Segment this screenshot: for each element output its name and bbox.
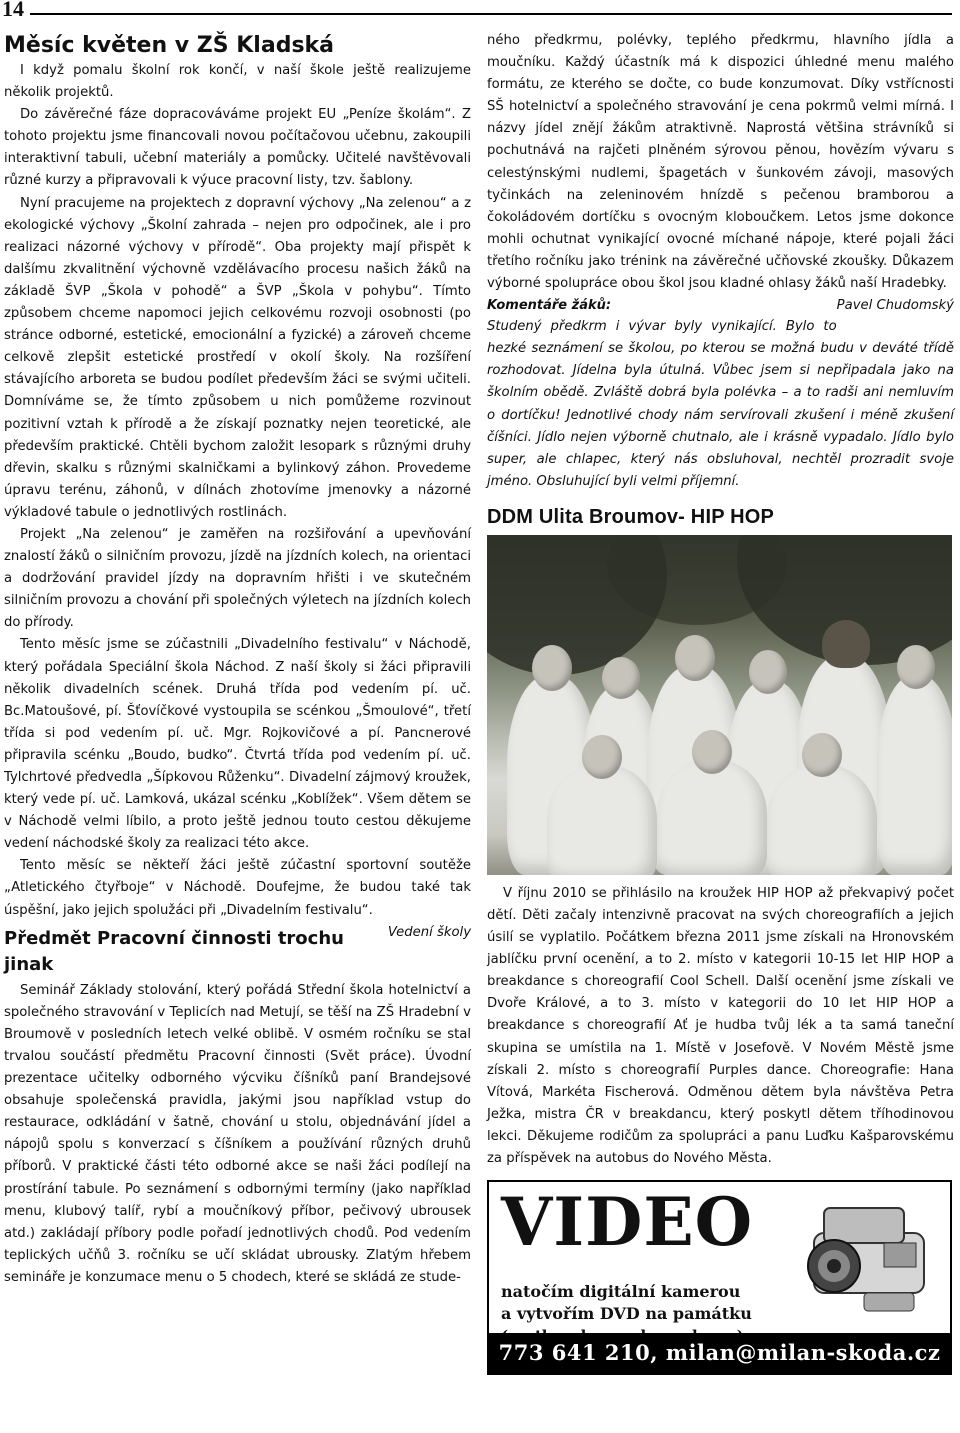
child-figure bbox=[657, 760, 767, 875]
left-column bbox=[4, 30, 471, 1289]
child-head bbox=[822, 620, 870, 668]
article-paragraph: Nyní pracujeme na projektech z dopravní výchovy „Na zelenou“ a z ekologické výchovy „Školní zahrada – nejen pro odpočinek, ale i pro realizaci názorné výchovy v přírodě“. Oba projekty mají přispět k dalšímu zkvalitnění výchovně vzdělávacího procesu našich žáků na základě ŠVP „Škola v pohodě“ a ŠVP „Škola v pohybu“. Tímto způsobem chceme napomoci jejich celkovému rozvoji osobnosti (po stránce odborné, estetické, emocionální a fyzické) a zároveň chceme celkově zlepšit estetické prostředí v okolí školy. Na rozšíření stávajícího arboreta se budou podílet především žáci se svými učiteli. Domníváme se, že tímto způsobem u nich pomůžeme rozvinout pozitivní vztah k přírodě a že získají poznatky nejen teoretické, ale především praktické. Chtěli bychom založit lesopark s různými druhy dřevin, skalku s různými skalničkami a bylinkový záhon. Provedeme úpravu terénu, záhonů, v dílnách zhotovíme jmenovky a názorné výkladové tabule o jednotlivých rostlinách. bbox=[4, 195, 471, 520]
child-head bbox=[749, 650, 787, 694]
child-head bbox=[532, 645, 572, 691]
child-head bbox=[582, 735, 622, 779]
ad-line: a vytvořím DVD na památku bbox=[501, 1304, 752, 1324]
article-text: Tento měsíc se někteří žáci ještě zúčastní sportovní soutěže „Atletického čtyřboje“ v Náchodě. Doufejme, že budou také tak úspěšní, jako jejich spolužáci při „Divadelním festivalu“. bbox=[4, 858, 471, 918]
article-paragraph: Do závěrečné fáze dopracováváme projekt EU „Peníze školám“. Z tohoto projektu jsme financovali novou počítačovou učebnu, zakoupili interaktivní tabuli, učební materiály a pomůcky. Učitelé navštěvovali různé kurzy a připravovali k výuce pracovní listy, tzv. šablony. bbox=[4, 107, 471, 189]
child-head bbox=[602, 657, 640, 699]
article-paragraph: Seminář Základy stolování, který pořádá Střední škola hotelnictví a společného stravování v Teplicích nad Metují, se těší na ZŠ Hradební v Broumově v posledních letech velké oblibě. V osmém ročníku se stal trvalou součástí předmětu Pracovní činnosti (Svět práce). Úvodní prezentace učitelky odborného výcviku číšníků paní Brandejsové obsahuje společenská pravidla, jakými jsou například vstup do restaurace, odkládání v šatně, chování u stolu, objednávání jídel a nápojů spolu s konverzací s číšníkem a používání různých druhů příborů. V praktické části této odborné akce se naši žáci podílejí na prostírání tabule. Po seznámení s odbornými termíny (jako například menu, klubový talíř, rybí a moučníkový příbor, pečivový ubrousek atd.) zakládají příbory podle pořadí jednotlivých chodů. Pod vedením teplických učňů 3. ročníku se učí skládat ubrousky. Zlatým hřebem semináře je konzumace menu o 5 chodech, které se skládá ze stude- bbox=[4, 982, 471, 1285]
article-paragraph: Tento měsíc jsme se zúčastnili „Divadelního festivalu“ v Náchodě, který pořádala Speciální škola Náchod. Z naší školy si žáci připravili několik divadelních scének. Druhá třída pod vedením pí. uč. Bc.Matoušové, pí. Šťovíčkové vystoupila se scénkou „Šmoulové“, třetí třída si pod vedením pí. uč. Mgr. Rojkovičové a pí. Pancnerové připravila scénku „Boudo, budko“. Čtvrtá třída pod vedením pí. uč. Tylchrtové předvedla „Šípkovou Růženku“. Divadelní zájmový kroužek, který vede pí. uč. Lamková, ukázal scénku „Koblížek“. Všem dětem se v Náchodě velmi líbilo, a proto ještě jednou touto cestou děkujeme vedení náchodské školy za realizaci této akce. bbox=[4, 637, 471, 852]
child-figure bbox=[547, 765, 657, 875]
child-head bbox=[692, 730, 732, 774]
article-text: ného předkrmu, polévky, teplého předkrmu, hlavního jídla a moučníku. Každý účastník má k dispozici úhledné menu malého formátu, ze kterého se dočte, co bude konzumovat. Díky vstřícnosti SŠ hotelnictví a společného stravování je cena pokrmů velmi mírná. I názvy jídel znějí žákům atraktivně. Naprostá většina strávníků si pochutnává na rajčeti plněném sýrovou pěnou, hovězím vývaru s celestýnskými nudlemi, špagetách v šunkovém závoji, masových tyčinkách na zeleninovém hnízdě s pečenou bramborou a čokoládovém dortíčku s ovocným kloboučkem. Letos jsme dokonce mohli ochutnat vynikající ovocné míchané nápoje, které pojali žáci třetího ročníku jako trénink na závěrečné učňovské zkoušky. Důkazem výborné spolupráce obou škol jsou kladné ohlasy žáků naší Hradebky. bbox=[487, 33, 954, 292]
ad-line: natočím digitální kamerou bbox=[501, 1282, 741, 1302]
comments-heading: Komentáře žáků: bbox=[487, 298, 612, 314]
article-paragraph-last bbox=[4, 855, 471, 940]
ad-contact: 773 641 210, milan@milan-skoda.cz bbox=[489, 1333, 950, 1373]
header-rule bbox=[30, 13, 952, 15]
article-title-kvet: Měsíc květen v ZŠ Kladská bbox=[4, 33, 335, 58]
article-paragraph: V říjnu 2010 se přihlásilo na kroužek HIP HOP až překvapivý počet dětí. Děti začaly intenzivně pracovat na svých choreografiích a jejich úsilí se vyplatilo. Počátkem března 2011 jsme získali na Hronovském jablíčku první ocenění, a to 2. místo v kategorii 10-15 let HIP HOP a breakdance s choreografií Cool Schell. Další ocenění jsme získali ve Dvoře Králové, a to 3. místo v kategorii do 10 let HIP HOP a breakdance s choreografií Ať je hudba tvůj lék a ta samá taneční skupina se umístila na 1. Místě v Josefově. V Novém Městě jsme získali 2. místo s choreografií Purples dance. Choreografie: Hana Vítová, Markéta Fischerová. Odměnou dětem byla návštěva Petra Ježka, mistra ČR v breakdancu, který poskytl dětem tříhodinovou lekci. Děkujeme rodičům za spolupráci a panu Luďku Kašparovskému za příspěvek na autobus do Nového Města. bbox=[487, 885, 954, 1166]
article-paragraph: Projekt „Na zelenou“ je zaměřen na rozšiřování a upevňování znalostí žáků o silničním provozu, jízdě na jízdních kolech, na orientaci a dodržování pravidel jízdy na dopravním hřišti i ve skutečném silničním provozu a chování při společných výletech na jízdních kolech do přírody. bbox=[4, 526, 471, 631]
child-head bbox=[802, 733, 842, 777]
article-signature: Pavel Chudomský bbox=[836, 298, 954, 314]
group-photo bbox=[487, 535, 952, 875]
child-figure bbox=[767, 765, 877, 875]
article-paragraph: I když pomalu školní rok končí, v naší škole ještě realizujeme několik projektů. bbox=[4, 63, 471, 101]
child-head bbox=[675, 635, 715, 681]
child-head bbox=[897, 645, 935, 689]
camcorder-icon bbox=[794, 1188, 944, 1323]
student-comments: Studený předkrm i vývar byly vynikající. Bylo to hezké seznámení se školou, po kterou se možná budu v deváté třídě rozhodovat. Jídelna byla útulná. Vůbec jsem si nepřipadala jako na školním obědě. Zvláště dobrá byla polévka – a to radši ani nemluvím o dortíčku! Jednotlivé chody nám servírovali zkušení i méně zkušení číšníci. Jídlo nejen výborně chutnalo, ale i krásně vypadalo. Jídlo bylo super, ale chlapec, který nás obsluhoval, nechtěl prozradit svoje jméno. Obsluhující byli velmi příjemní. bbox=[487, 319, 954, 489]
ad-headline: VIDEO bbox=[501, 1183, 754, 1262]
page-number: 14 bbox=[2, 0, 24, 21]
article-title-hiphop: DDM Ulita Broumov- HIP HOP bbox=[487, 505, 775, 528]
article-signature: Vedení školy bbox=[387, 924, 471, 940]
right-column bbox=[487, 30, 954, 1375]
child-figure bbox=[877, 675, 952, 875]
video-advertisement bbox=[487, 1180, 952, 1375]
article-title-pracovni: Předmět Pracovní činnosti trochu jinak bbox=[4, 927, 344, 975]
